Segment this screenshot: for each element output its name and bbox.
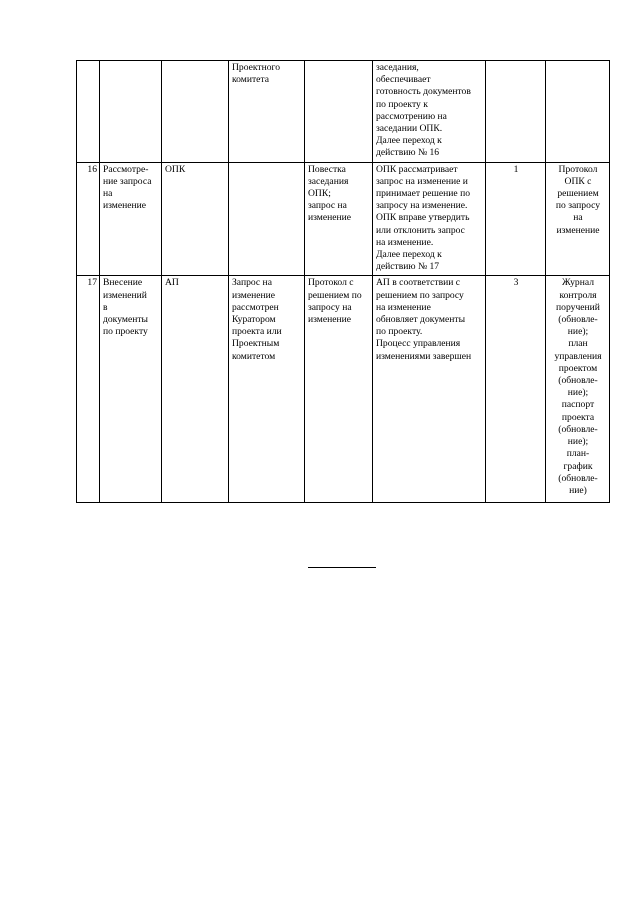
duration-cell xyxy=(486,61,546,163)
output-cell xyxy=(305,61,373,163)
table-row xyxy=(77,61,610,163)
action-name-cell: Рассмотре- ние запроса на изменение xyxy=(100,162,162,276)
input-cell: Проектного комитета xyxy=(229,61,305,163)
result-cell xyxy=(546,61,610,163)
performer-cell xyxy=(162,61,229,163)
process-table xyxy=(76,60,610,503)
table-row xyxy=(77,276,610,503)
output-cell: Протокол с решением по запросу на изменение xyxy=(305,276,373,503)
action-name-cell xyxy=(100,61,162,163)
result-cell: Журнал контроля поручений (обновле- ние); план управления проектом (обновле- ние); паспорт проекта (обновле- ние); план- график (обновле- ние) xyxy=(546,276,610,503)
end-divider-line xyxy=(308,567,376,568)
step-number-cell: 17 xyxy=(77,276,100,503)
description-cell: ОПК рассматривает запрос на изменение и принимает решение по запросу на изменение. ОПК вправе утвердить или отклонить запрос на изменение. Далее переход к действию № 17 xyxy=(373,162,486,276)
description-cell: заседания, обеспечивает готовность документов по проекту к рассмотрению на заседании ОПК. Далее переход к действию № 16 xyxy=(373,61,486,163)
output-cell: Повестка заседания ОПК; запрос на изменение xyxy=(305,162,373,276)
table-row xyxy=(77,162,610,276)
action-name-cell: Внесение изменений в документы по проекту xyxy=(100,276,162,503)
duration-cell: 1 xyxy=(486,162,546,276)
duration-cell: 3 xyxy=(486,276,546,503)
input-cell xyxy=(229,162,305,276)
performer-cell: АП xyxy=(162,276,229,503)
description-cell: АП в соответствии с решением по запросу на изменение обновляет документы по проекту. Процесс управления изменениями завершен xyxy=(373,276,486,503)
step-number-cell xyxy=(77,61,100,163)
step-number-cell: 16 xyxy=(77,162,100,276)
result-cell: Протокол ОПК с решением по запросу на изменение xyxy=(546,162,610,276)
input-cell: Запрос на изменение рассмотрен Куратором проекта или Проектным комитетом xyxy=(229,276,305,503)
performer-cell: ОПК xyxy=(162,162,229,276)
